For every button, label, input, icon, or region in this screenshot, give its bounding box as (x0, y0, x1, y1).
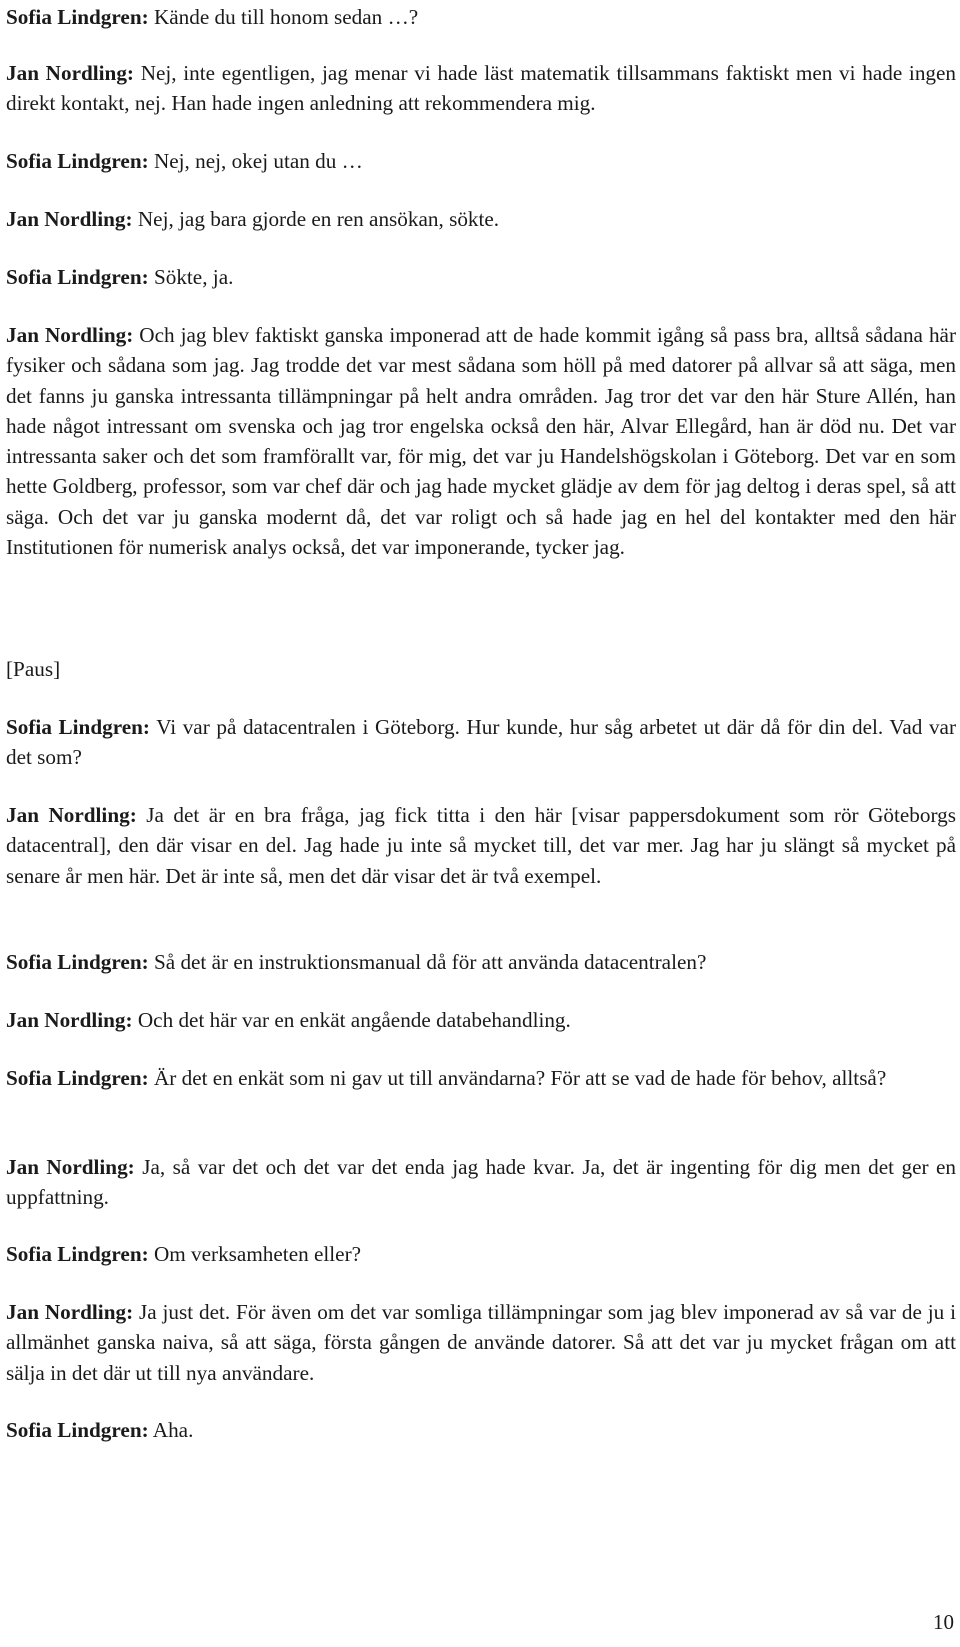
dialogue-text: Och det här var en enkät angående databehandling. (132, 1008, 571, 1032)
dialogue-text: Ja, så var det och det var det enda jag hade kvar. Ja, det är ingenting för dig men det ger en uppfattning. (6, 1155, 956, 1210)
dialogue-turn (6, 1239, 361, 1269)
speaker-label: Sofia Lindgren: (6, 1242, 149, 1266)
dialogue-text: Om verksamheten eller? (148, 1242, 362, 1266)
dialogue-text: Ja det är en bra fråga, jag fick titta i den här [visar pappersdokument som rör Göteborgs datacentral], den där visar en del. Jag hade ju inte så mycket till, det var mer. Jag har ju slängt så mycket på senare år men här. Det är inte så, men det där visar det är två exempel. (6, 803, 956, 888)
dialogue-turn (6, 2, 418, 32)
dialogue-text: Sökte, ja. (148, 265, 234, 289)
page-number: 10 (933, 1610, 954, 1634)
speaker-label: Sofia Lindgren: (6, 715, 150, 739)
speaker-label: Jan Nordling: (6, 803, 137, 827)
dialogue-turn (6, 146, 363, 176)
dialogue-text: Aha. (148, 1418, 194, 1442)
dialogue-text: Nej, inte egentligen, jag menar vi hade läst matematik tillsammans faktiskt men vi hade ingen direkt kontakt, nej. Han hade ingen anledning att rekommendera mig. (6, 61, 957, 116)
dialogue-turn (6, 947, 706, 977)
dialogue-turn (6, 1152, 956, 1213)
speaker-label: Sofia Lindgren: (6, 1418, 149, 1442)
dialogue-turn (6, 1063, 886, 1093)
dialogue-text: Ja just det. För även om det var somliga tillämpningar som jag blev imponerad av så var de ju i allmänhet ganska naiva, så att säga, första gången de använde datorer. Så att det var ju mycket frågan om att sälja in det där ut till nya användare. (6, 1300, 956, 1385)
dialogue-turn (6, 204, 499, 234)
dialogue-text: Så det är en instruktionsmanual då för att använda datacentralen? (148, 950, 707, 974)
dialogue-text: Nej, nej, okej utan du … (148, 149, 363, 173)
speaker-label: Jan Nordling: (6, 1155, 135, 1179)
speaker-label: Sofia Lindgren: (6, 265, 149, 289)
speaker-label: Jan Nordling: (6, 1008, 133, 1032)
dialogue-turn (6, 654, 60, 684)
speaker-label: Jan Nordling: (6, 1300, 134, 1324)
dialogue-text: Vi var på datacentralen i Göteborg. Hur kunde, hur såg arbetet ut där då för din del. Vad var det som? (6, 715, 956, 770)
speaker-label: Jan Nordling: (6, 61, 134, 85)
dialogue-turn (6, 58, 956, 119)
dialogue-text: Är det en enkät som ni gav ut till användarna? För att se vad de hade för behov, alltså? (148, 1066, 887, 1090)
dialogue-text: Och jag blev faktiskt ganska imponerad att de hade kommit igång så pass bra, alltså sådana här fysiker och sådana som jag. Jag trodde det var mest sådana som höll på med datorer på allvar så att säga, men det fanns ju ganska intressanta tillämpningar på helt andra områden. Jag tror det var den här Sture Allén, han hade något intressant om svenska och jag tror engelska också den här, Alvar Ellegård, han är död nu. Det var intressanta saker och det som framförallt var, för mig, det var ju Handelshögskolan i Göteborg. Det var en som hette Goldberg, professor, som var chef där och jag hade mycket glädje av dem för jag deltog i deras spel, så att säga. Och det var ju ganska modernt då, det var roligt och så hade jag en hel del kontakter med den här Institutionen för numerisk analys också, det var imponerande, tycker jag. (6, 323, 956, 560)
dialogue-text: Nej, jag bara gjorde en ren ansökan, sökte. (132, 207, 500, 231)
speaker-label: Sofia Lindgren: (6, 149, 149, 173)
dialogue-turn (6, 320, 956, 562)
dialogue-turn (6, 1005, 571, 1035)
speaker-label: Sofia Lindgren: (6, 5, 149, 29)
dialogue-turn (6, 800, 956, 891)
speaker-label: Jan Nordling: (6, 323, 134, 347)
speaker-label: Sofia Lindgren: (6, 950, 149, 974)
dialogue-text: Kände du till honom sedan …? (148, 5, 419, 29)
dialogue-turn (6, 712, 956, 773)
pause-marker: [Paus] (6, 657, 61, 681)
dialogue-turn (6, 262, 233, 292)
speaker-label: Jan Nordling: (6, 207, 133, 231)
speaker-label: Sofia Lindgren: (6, 1066, 149, 1090)
dialogue-turn (6, 1297, 956, 1388)
dialogue-turn (6, 1415, 193, 1445)
